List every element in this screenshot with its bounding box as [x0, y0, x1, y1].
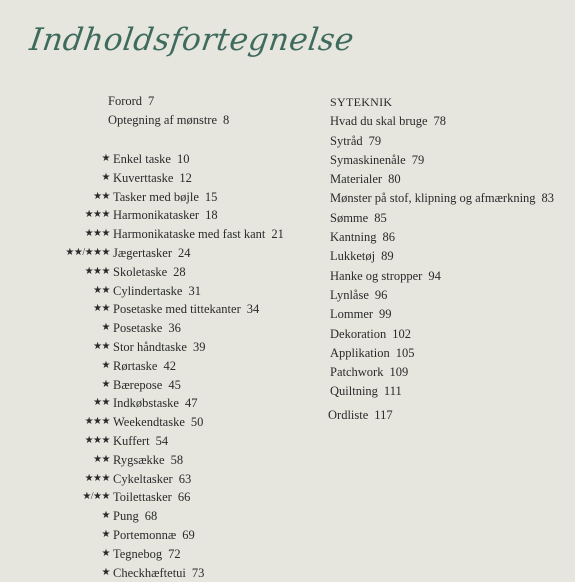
page-number: 28	[173, 264, 186, 279]
difficulty-stars: ★	[101, 171, 110, 183]
page-number: 86	[382, 230, 396, 245]
page-number: 105	[395, 345, 415, 360]
page-number: 8	[223, 113, 230, 127]
page-number: 94	[428, 268, 441, 283]
entry-label: Toilettasker	[113, 490, 172, 505]
page-number: 83	[541, 191, 555, 206]
entry-label: Weekendtaske	[113, 415, 185, 430]
list-item	[0, 263, 300, 282]
difficulty-stars: ★★★	[84, 472, 110, 484]
difficulty-stars: ★	[101, 322, 110, 334]
difficulty-stars: ★★/★★★	[65, 246, 110, 258]
entry-label: Hanke og stropper	[330, 268, 423, 283]
page-number: 68	[144, 509, 158, 524]
entry-label: Portemonnæ	[113, 527, 177, 542]
list-item	[330, 189, 554, 208]
entry-label: Kuverttaske	[113, 170, 174, 185]
page-number: 21	[271, 227, 284, 242]
list-item	[0, 169, 300, 188]
page-number: 18	[205, 208, 218, 223]
page-number: 39	[192, 339, 206, 354]
page-number: 7	[148, 94, 155, 108]
page-number: 111	[383, 384, 402, 399]
difficulty-stars: ★★	[93, 340, 110, 352]
difficulty-stars: ★★★	[84, 265, 110, 277]
entry-label: Rygsække	[113, 452, 165, 467]
entry-label: Posetaske	[113, 321, 163, 336]
difficulty-stars: ★	[101, 359, 110, 371]
list-item	[330, 267, 554, 286]
page-number: 54	[155, 433, 169, 448]
list-item	[330, 247, 554, 266]
entry-label: Cylindertaske	[113, 283, 183, 298]
difficulty-stars: ★	[101, 510, 110, 522]
difficulty-stars: ★★	[93, 284, 110, 296]
list-item	[0, 244, 300, 263]
page-number: 109	[389, 365, 409, 380]
page-number: 72	[168, 546, 181, 561]
difficulty-stars: ★★	[93, 190, 110, 202]
list-item	[330, 305, 554, 324]
list-item	[330, 363, 554, 382]
list-item	[0, 206, 300, 225]
page-number: 69	[182, 527, 195, 542]
entry-label: Tasker med bøjle	[113, 189, 199, 204]
difficulty-stars: ★	[101, 528, 110, 540]
list-item	[0, 545, 300, 564]
list-item	[0, 451, 300, 470]
page-number: 78	[433, 114, 447, 129]
list-item	[0, 282, 300, 301]
difficulty-stars: ★★	[93, 303, 110, 315]
page-number: 80	[388, 172, 401, 187]
entry-label: Dekoration	[330, 326, 387, 341]
list-item	[330, 132, 554, 151]
entry-label: Lynlåse	[330, 287, 369, 302]
list-item	[108, 92, 229, 111]
entry-label: Sytråd	[330, 133, 363, 148]
difficulty-stars: ★	[101, 153, 110, 164]
list-item	[330, 286, 554, 305]
entry-label: Harmonikataske med fast kant	[113, 227, 266, 242]
entry-label: Rørtaske	[113, 358, 158, 373]
page-number: 58	[170, 452, 184, 467]
page-number: 15	[204, 189, 218, 204]
entry-label: Applikation	[330, 345, 390, 360]
page-number: 50	[190, 415, 204, 430]
list-item	[330, 209, 554, 228]
entry-label: Jægertasker	[113, 245, 173, 260]
entry-label: Bærepose	[113, 377, 163, 392]
entry-label: Tegnebog	[113, 546, 163, 561]
list-item	[0, 150, 300, 169]
page-number: 117	[374, 408, 393, 422]
difficulty-stars: ★/★★	[82, 491, 110, 503]
entry-label: Cykeltasker	[113, 471, 173, 486]
page-number: 45	[168, 377, 181, 392]
difficulty-stars: ★★★	[84, 209, 110, 221]
entry-label: Pung	[113, 509, 139, 524]
entry-label: Quiltning	[330, 384, 378, 399]
page-number: 79	[411, 152, 425, 167]
list-item	[0, 526, 300, 545]
list-item	[0, 300, 300, 319]
list-item	[0, 564, 300, 582]
entry-label: Forord	[108, 94, 143, 108]
entry-label: Symaskinenåle	[330, 152, 406, 167]
list-item	[0, 488, 300, 507]
page-number: 12	[179, 170, 192, 185]
list-item	[0, 507, 300, 526]
list-item	[330, 344, 554, 363]
entry-label: Harmonikatasker	[113, 208, 200, 223]
page-number: 63	[178, 471, 192, 486]
page-number: 73	[191, 565, 205, 580]
page-number: 89	[381, 249, 394, 264]
difficulty-stars: ★	[101, 547, 110, 559]
difficulty-stars: ★★★	[84, 228, 110, 240]
page-number: 36	[168, 321, 181, 336]
page-number: 79	[368, 133, 382, 148]
intro-list	[108, 92, 229, 130]
entry-label: Kantning	[330, 230, 377, 245]
list-item	[108, 111, 229, 130]
list-item	[330, 325, 554, 344]
list-item	[0, 376, 300, 395]
list-item	[0, 338, 300, 357]
entry-label: Optegning af mønstre	[108, 113, 218, 127]
entry-label: Enkel taske	[113, 152, 171, 166]
list-item	[0, 225, 300, 244]
page-number: 42	[163, 358, 176, 373]
entry-label: Materialer	[330, 172, 383, 187]
list-item	[0, 188, 300, 207]
entry-label: Skoletaske	[113, 264, 168, 279]
entry-label: Hvad du skal bruge	[330, 114, 428, 129]
list-item	[0, 432, 300, 451]
entry-label: Stor håndtaske	[113, 339, 187, 354]
difficulty-stars: ★★	[93, 453, 110, 465]
list-item	[0, 319, 300, 338]
list-item	[0, 470, 300, 489]
page-number: 34	[246, 302, 260, 317]
section-heading: SYTEKNIK	[330, 95, 393, 109]
project-list	[0, 150, 300, 582]
page-number: 85	[374, 210, 387, 225]
list-item	[330, 151, 554, 170]
list-item	[330, 170, 554, 189]
entry-label: Mønster på stof, klipning og afmærkning	[330, 191, 536, 206]
list-item	[330, 382, 554, 401]
page-number: 24	[178, 245, 191, 260]
page-title: Indholdsfortegnelse	[27, 22, 357, 58]
page-number: 66	[177, 490, 191, 505]
list-item	[330, 112, 554, 131]
list-item	[0, 394, 300, 413]
entry-label: Lukketøj	[330, 249, 376, 264]
entry-label: Ordliste	[328, 408, 369, 422]
entry-label: Kuffert	[113, 433, 150, 448]
difficulty-stars: ★★	[93, 397, 110, 409]
glossary-entry	[328, 408, 393, 423]
page-number: 102	[392, 326, 411, 341]
page-number: 96	[374, 287, 388, 302]
page-number: 99	[379, 307, 392, 322]
page-number: 47	[184, 396, 198, 411]
entry-label: Indkøbstaske	[113, 396, 179, 411]
difficulty-stars: ★★★	[84, 416, 110, 428]
difficulty-stars: ★	[101, 566, 110, 578]
entry-label: Sømme	[330, 210, 369, 225]
technique-list	[330, 93, 554, 402]
entry-label: Lommer	[330, 307, 374, 322]
difficulty-stars: ★★★	[84, 434, 110, 446]
entry-label: Patchwork	[330, 365, 384, 380]
entry-label: Posetaske med tittekanter	[113, 302, 241, 317]
list-item	[0, 413, 300, 432]
difficulty-stars: ★	[101, 378, 110, 390]
page-number: 31	[188, 283, 201, 298]
list-item	[0, 357, 300, 376]
entry-label: Checkhæftetui	[113, 565, 186, 580]
list-item	[330, 228, 554, 247]
page-number: 10	[176, 152, 190, 166]
